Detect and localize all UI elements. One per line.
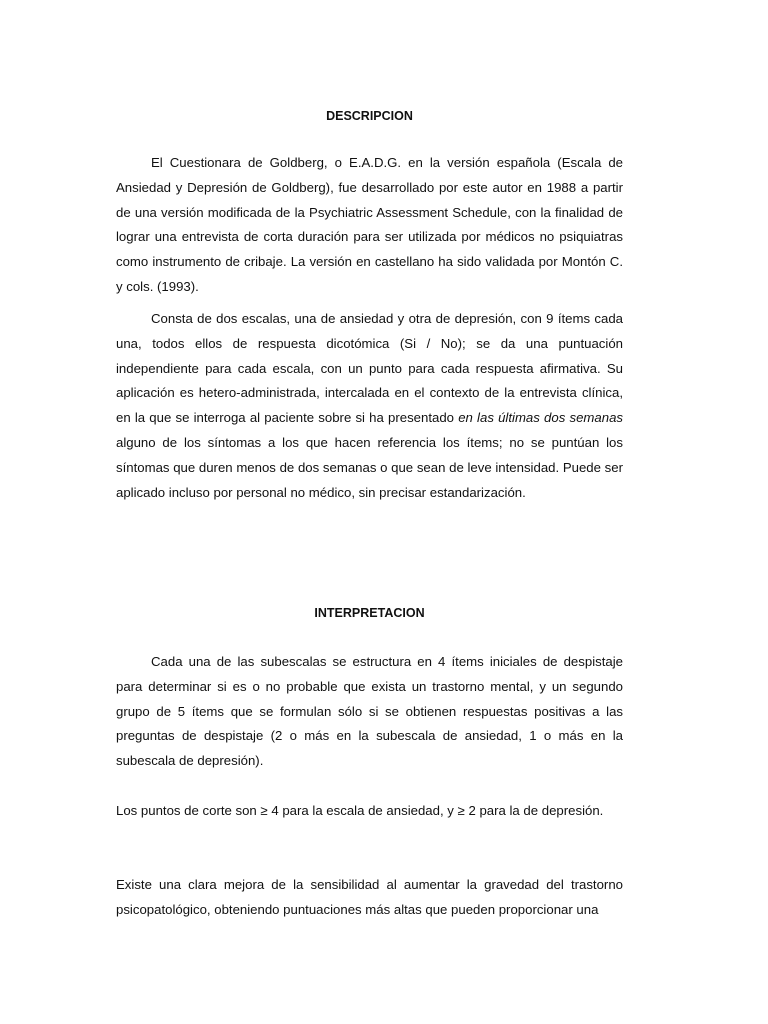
paragraph-structure-emphasis: en las últimas dos semanas [458,410,623,426]
paragraph-subscales: Cada una de las subescalas se estructura en 4 ítems iniciales de despistaje para determinar si es o no probable que exista un trastorno mental, y un segundo grupo de 5 ítems que se formulan sólo si se obtienen respuestas positivas a las preguntas de despistaje (2 o más en la subescala de ansiedad, 1 o más en la subescala de depresión). [116,654,623,769]
paragraph-structure-text-after: alguno de los síntomas a los que hacen referencia los ítems; no se puntúan los síntomas que duren menos de dos semanas o que sean de leve intensidad. Puede ser aplicado incluso por personal no médico, sin precisar estandarización. [116,434,623,500]
section-heading-interpretacion: INTERPRETACION [314,606,425,620]
paragraph-structure [116,307,623,505]
paragraph-intro: El Cuestionara de Goldberg, o E.A.D.G. en la versión española (Escala de Ansiedad y Depresión de Goldberg), fue desarrollado por este autor en 1988 a partir de una versión modificada de la Psychiatric Assessment Schedule, con la finalidad de lograr una entrevista de corta duración para ser utilizada por médicos no psiquiatras como instrumento de cribaje. La versión en castellano ha sido validada por Montón C. y cols. (1993). [116,155,623,294]
paragraph-structure-text-before: Consta de dos escalas, una de ansiedad y otra de depresión, con 9 ítems cada una, todos ellos de respuesta dicotómica (Si / No); se da una puntuación independiente para cada escala, con un punto para cada respuesta afirmativa. Su aplicación es hetero-administrada, intercalada en el contexto de la entrevista clínica, en la que se interroga al paciente sobre si ha presentado [116,311,623,426]
section-heading-descripcion: DESCRIPCION [326,109,413,123]
paragraph-cutoff-points: Los puntos de corte son ≥ 4 para la escala de ansiedad, y ≥ 2 para la de depresión. [116,803,604,818]
paragraph-sensitivity: Existe una clara mejora de la sensibilidad al aumentar la gravedad del trastorno psicopatológico, obteniendo puntuaciones más altas que pueden proporcionar una [116,877,623,917]
